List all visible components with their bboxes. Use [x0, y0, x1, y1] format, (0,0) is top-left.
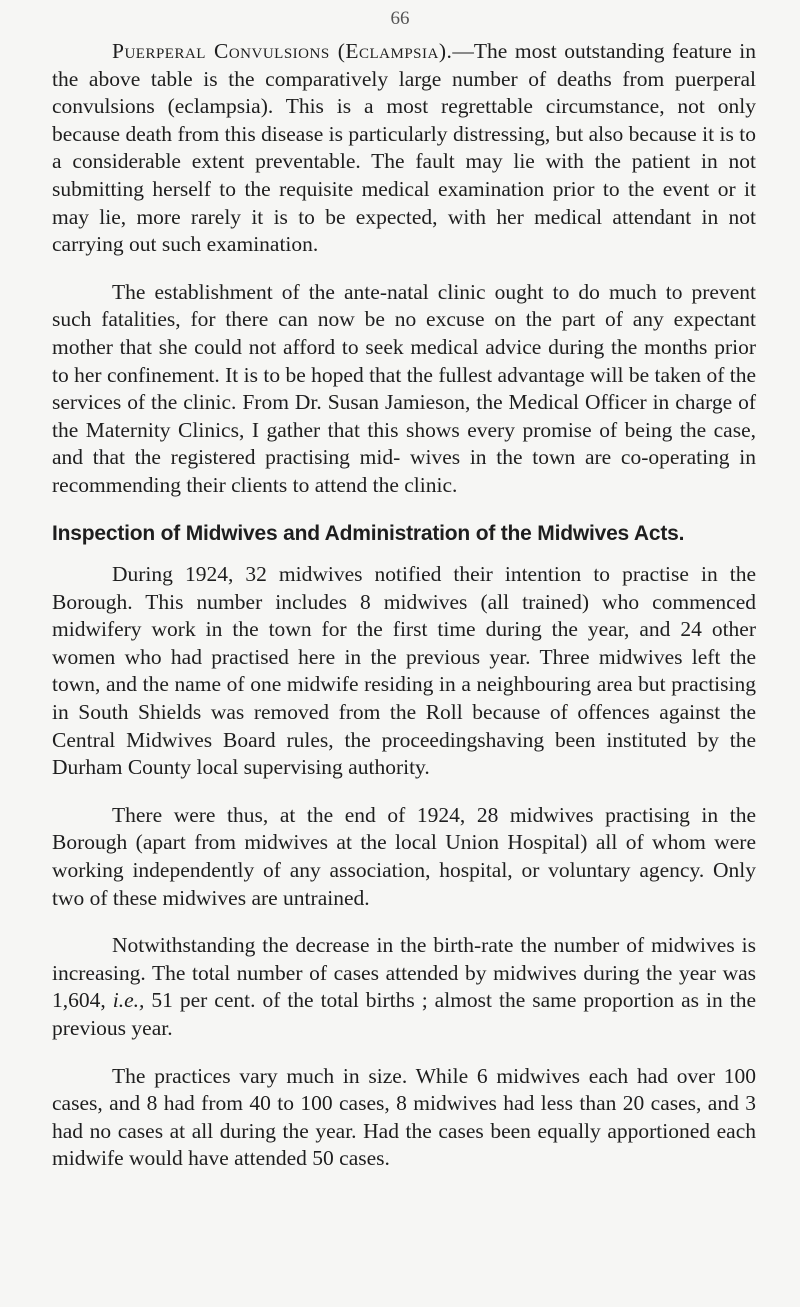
paragraph-practice-sizes: The practices vary much in size. While 6 midwives each had over 100 cases, and 8 had from 40 to 100 cases, 8 midwives had less than 20 cases, and 3 had no cases at all during the year. Had the cases been equally apportioned each midwife would have attended 50 cases.: [52, 1063, 756, 1171]
section-heading: Inspection of Midwives and Administration of the Midwives Acts.: [52, 521, 685, 545]
italic-abbreviation: i.e.,: [112, 988, 145, 1013]
section-lead-title: Puerperal Convulsions (Eclampsia).: [112, 39, 453, 63]
paragraph-text: Notwithstanding the decrease in the birth-rate the number of midwives is increasing. The total number of cases attended by midwives during the year was 1,604,: [52, 933, 756, 1013]
paragraph-puerperal-convulsions: [52, 38, 756, 259]
paragraph-ante-natal-clinic: The establishment of the ante-natal clinic ought to do much to prevent such fatalities, for there can now be no excuse on the part of any expectant mother that she could not afford to seek medical advice during the months prior to her confinement. It is to be hoped that the fullest advantage will be taken of the services of the clinic. From Dr. Susan Jamieson, the Medical Officer in charge of the Maternity Clinics, I gather that this shows every promise of being the case, and that the registered practising mid- wives in the town are co-operating in recommending their clients to attend the clinic.: [52, 279, 756, 497]
paragraph-midwives-practising: There were thus, at the end of 1924, 28 midwives practising in the Borough (apart from midwives at the local Union Hospital) all of whom were working independently of any association, hospital, or voluntary agency. Only two of these midwives are untrained.: [52, 802, 756, 910]
paragraph-text: —The most outstanding feature in the above table is the comparatively large number of deaths from puerperal convulsions (eclampsia). This is a most regrettable circumstance, not only because death from this disease is particularly distressing, but also because it is to a considerable extent preventable. The fault may lie with the patient in not submitting herself to the requisite medical examination prior to the event or it may lie, more rarely it is to be expected, with her medical attendant in not carrying out such examination.: [52, 39, 756, 257]
paragraph-midwives-notified: During 1924, 32 midwives notified their intention to practise in the Borough. This number includes 8 midwives (all trained) who commenced midwifery work in the town for the first time during the year, and 24 other women who had practised here in the previous year. Three midwives left the town, and the name of one midwife residing in a neighbouring area but practising in South Shields was removed from the Roll because of offences against the Central Midwives Board rules, the proceedingshaving been instituted by the Durham County local supervising authority.: [52, 562, 756, 780]
page-number: 66: [390, 8, 410, 29]
paragraph-birth-rate: [52, 932, 756, 1042]
body-text: [52, 38, 756, 1193]
paragraph-text: 51 per cent. of the total births ; almost the same proportion as in the previous year.: [52, 988, 756, 1040]
